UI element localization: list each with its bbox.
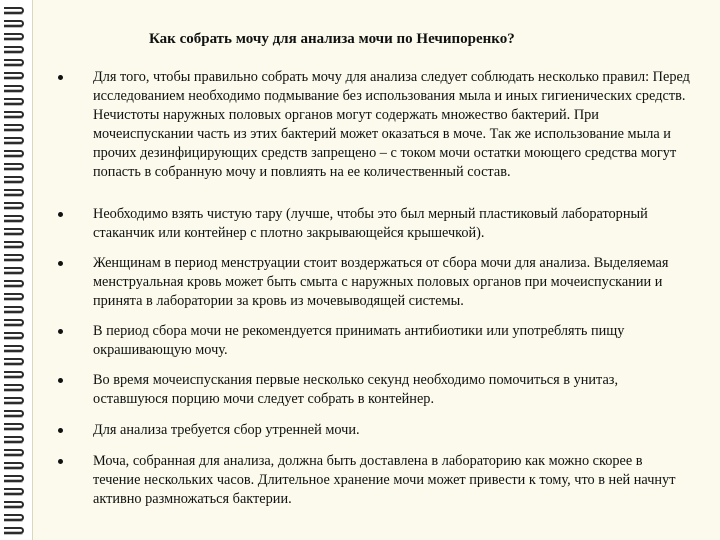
binding-ring [4, 19, 26, 29]
binding-ring [4, 84, 26, 94]
list-item-text: Для анализа требуется сбор утренней мочи. [93, 422, 360, 438]
binding-ring [4, 71, 26, 81]
page-title: Как собрать мочу для анализа мочи по Нечипоренко? [149, 31, 515, 47]
binding-ring [4, 58, 26, 68]
binding-ring [4, 474, 26, 484]
binding-ring [4, 513, 26, 523]
bullet-icon [58, 75, 63, 80]
list-item [61, 68, 693, 182]
binding-ring [4, 253, 26, 263]
list-item [61, 421, 693, 440]
binding-ring [4, 422, 26, 432]
list-item [61, 205, 693, 243]
binding-ring [4, 188, 26, 198]
binding-ring [4, 201, 26, 211]
binding-ring [4, 136, 26, 146]
binding-ring [4, 526, 26, 536]
bullet-icon [58, 329, 63, 334]
bullet-icon [58, 428, 63, 433]
binding-ring [4, 461, 26, 471]
list-item [61, 254, 693, 311]
binding-ring [4, 344, 26, 354]
list-item-text: Моча, собранная для анализа, должна быть доставлена в лабораторию как можно скорее в течение нескольких часов. Длительное хранение мочи может привести к тому, что в ней начнут активно размножаться бактерии. [93, 453, 676, 507]
bullet-icon [58, 261, 63, 266]
notebook-page [32, 0, 720, 540]
list-item-text: Необходимо взять чистую тару (лучше, чтобы это был мерный пластиковый лабораторный стаканчик или контейнер с плотно закрывающейся крышечкой). [93, 206, 648, 241]
binding-ring [4, 448, 26, 458]
spiral-binding [0, 0, 32, 540]
list-item-text: Женщинам в период менструации стоит воздержаться от сбора мочи для анализа. Выделяемая менструальная кровь может быть смыта с наружных половых органов при мочеиспускании и принята в лаборатории за кровь из мочевыводящей системы. [93, 255, 669, 309]
binding-ring [4, 370, 26, 380]
binding-ring [4, 149, 26, 159]
binding-ring [4, 45, 26, 55]
list-item [61, 322, 693, 360]
binding-ring [4, 123, 26, 133]
binding-ring [4, 227, 26, 237]
binding-ring [4, 500, 26, 510]
binding-ring [4, 435, 26, 445]
binding-ring [4, 214, 26, 224]
binding-ring [4, 331, 26, 341]
bullet-icon [58, 459, 63, 464]
list-item [61, 371, 693, 409]
list-item-text: Для того, чтобы правильно собрать мочу для анализа следует соблюдать несколько правил: Перед исследованием необходимо подмывание без использования мыла и иных гигиенических средств. Нечистоты наружных половых органов могут содержать множество бактерий. При мочеиспускании часть из этих бактерий может оказаться в моче. Так же использование мыла и прочих дезинфицирующих средств запрещено – с током мочи остатки моющего средства могут попасть в собранную мочу и повлиять на ее количественный состав. [93, 69, 690, 180]
list-item-text: Во время мочеиспускания первые несколько секунд необходимо помочиться в унитаз, оставшуюся порцию мочи следует собрать в контейнер. [93, 372, 619, 407]
bullet-icon [58, 212, 63, 217]
binding-ring [4, 6, 26, 16]
binding-ring [4, 383, 26, 393]
binding-ring [4, 240, 26, 250]
bullet-icon [58, 378, 63, 383]
binding-ring [4, 487, 26, 497]
binding-ring [4, 266, 26, 276]
binding-ring [4, 162, 26, 172]
binding-ring [4, 32, 26, 42]
binding-ring [4, 318, 26, 328]
binding-ring [4, 396, 26, 406]
binding-ring [4, 175, 26, 185]
binding-ring [4, 97, 26, 107]
binding-ring [4, 305, 26, 315]
list-item [61, 452, 693, 509]
binding-ring [4, 357, 26, 367]
binding-ring [4, 292, 26, 302]
binding-ring [4, 409, 26, 419]
list-item-text: В период сбора мочи не рекомендуется принимать антибиотики или употреблять пищу окрашивающую мочу. [93, 323, 625, 358]
binding-ring [4, 279, 26, 289]
binding-ring [4, 110, 26, 120]
